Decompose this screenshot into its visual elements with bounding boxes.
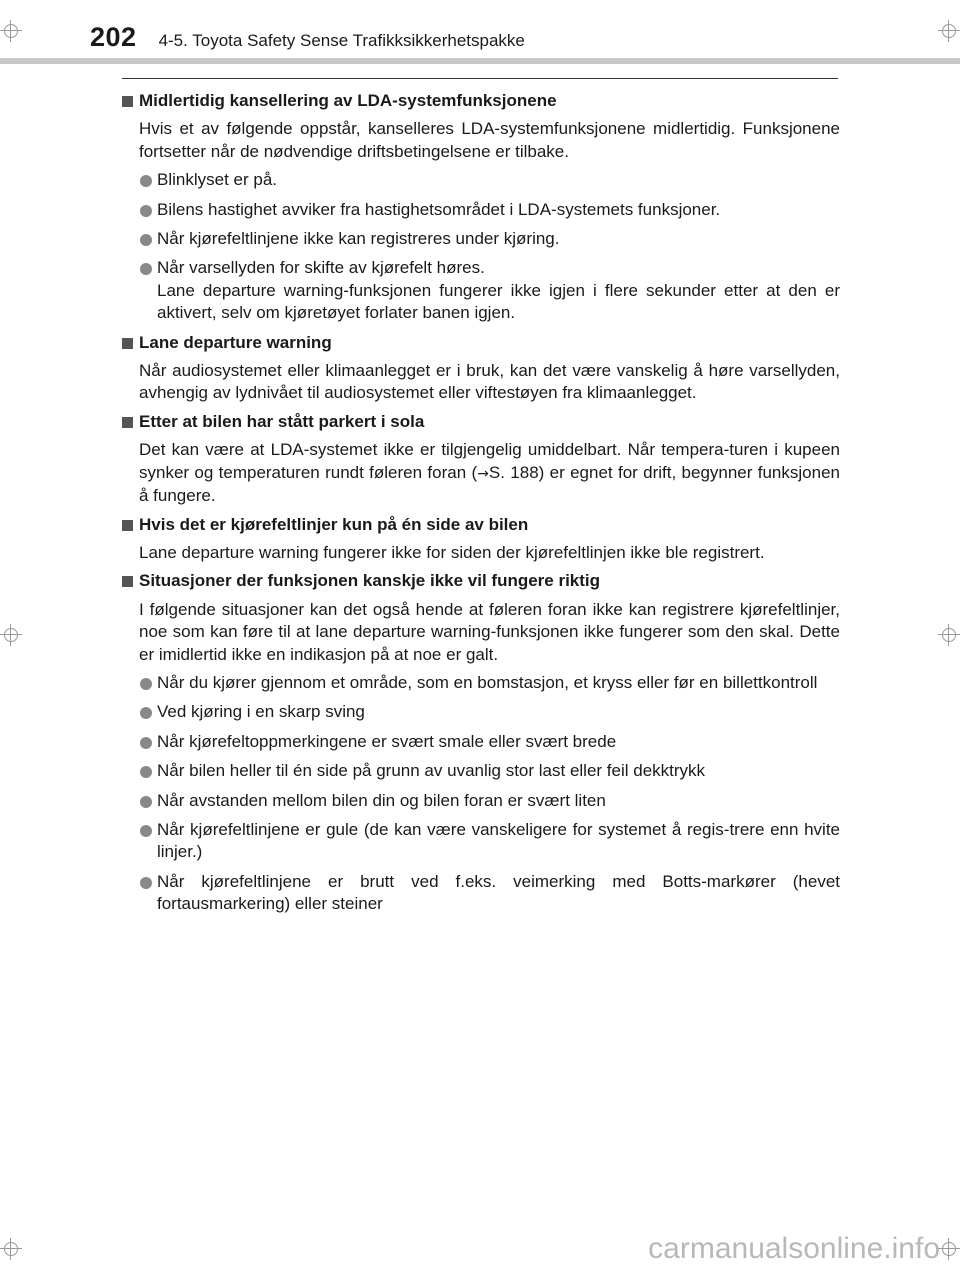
section-heading: Hvis det er kjørefeltlinjer kun på én side av bilen <box>120 514 840 536</box>
circle-bullet-icon <box>140 678 152 690</box>
section-paragraph: Hvis et av følgende oppstår, kanselleres LDA-systemfunksjonene midlertidig. Funksjonene fortsetter når de nødvendige driftsbetingelsene er tilbake. <box>139 119 840 161</box>
list-item: Ved kjøring i en skarp sving <box>120 701 840 723</box>
section-heading: Situasjoner der funksjonen kanskje ikke vil fungere riktig <box>120 570 840 592</box>
square-bullet-icon <box>122 520 133 531</box>
list-item: Når bilen heller til én side på grunn av uvanlig stor last eller feil dekktrykk <box>120 760 840 782</box>
section-lane-departure-warning <box>120 332 840 405</box>
circle-bullet-icon <box>140 796 152 808</box>
section-temporary-cancellation <box>120 90 840 325</box>
page-number: 202 <box>90 22 137 52</box>
section-heading: Etter at bilen har stått parkert i sola <box>120 411 840 433</box>
circle-bullet-icon <box>140 205 152 217</box>
square-bullet-icon <box>122 417 133 428</box>
list-item: Når kjørefeltlinjene ikke kan registreres under kjøring. <box>120 228 840 250</box>
list-item: Når varsellyden for skifte av kjørefelt høres. Lane departure warning-funksjonen fungerer ikke igjen i flere sekunder etter at den er aktivert, selv om kjøretøyet forlater banen igjen. <box>120 257 840 324</box>
list-item: Når kjørefeltoppmerkingene er svært smale eller svært brede <box>120 731 840 753</box>
square-bullet-icon <box>122 338 133 349</box>
list-item: Når du kjører gjennom et område, som en bomstasjon, et kryss eller før en billettkontroll <box>120 672 840 694</box>
section-paragraph: Lane departure warning fungerer ikke for siden der kjørefeltlinjen ikke ble registrert. <box>139 542 765 562</box>
square-bullet-icon <box>122 576 133 587</box>
section-paragraph: Når audiosystemet eller klimaanlegget er i bruk, kan det være vanskelig å høre varsellyden, avhengig av lydnivået til audiosystemet eller viftestøyen fra klimaanlegget. <box>139 361 840 403</box>
page-header <box>90 22 525 58</box>
section-paragraph: I følgende situasjoner kan det også hende at føleren foran ikke kan registrere kjørefeltlinjer, noe som kan føre til at lane departure warning-funksjonen ikke fungerer som den skal. Dette er imidlertid ikke en indikasjon på at noe er galt. <box>139 599 840 664</box>
circle-bullet-icon <box>140 175 152 187</box>
list-item: Når avstanden mellom bilen din og bilen foran er svært liten <box>120 790 840 812</box>
circle-bullet-icon <box>140 737 152 749</box>
section-one-side-lines <box>120 514 840 565</box>
section-parked-in-sun <box>120 411 840 508</box>
list-item: Når kjørefeltlinjene er brutt ved f.eks. veimerking med Botts-markører (hevet fortausmarkering) eller steiner <box>120 871 840 916</box>
header-bar <box>0 58 960 64</box>
top-rule <box>122 78 838 79</box>
arrow-right-icon: → <box>477 465 489 482</box>
list-item-note: Lane departure warning-funksjonen fungerer ikke igjen i flere sekunder etter at den er aktivert, selv om kjøretøyet forlater banen igjen. <box>157 280 840 323</box>
section-paragraph: Det kan være at LDA-systemet ikke er tilgjengelig umiddelbart. Når tempera-turen i kupeen synker og temperaturen rundt føleren foran (→S. 188) er egnet for drift, begynner funksjonen å fungere. <box>139 440 840 506</box>
page-reference-link[interactable]: S. 188 <box>488 462 539 482</box>
section-heading: Midlertidig kansellering av LDA-systemfunksjonene <box>120 90 840 112</box>
page-content <box>120 90 840 923</box>
circle-bullet-icon <box>140 766 152 778</box>
circle-bullet-icon <box>140 234 152 246</box>
square-bullet-icon <box>122 96 133 107</box>
watermark: carmanualsonline.info <box>648 1232 940 1265</box>
list-item: Bilens hastighet avviker fra hastighetsområdet i LDA-systemets funksjoner. <box>120 199 840 221</box>
circle-bullet-icon <box>140 825 152 837</box>
section-may-not-work <box>120 570 840 915</box>
list-item: Når kjørefeltlinjene er gule (de kan være vanskeligere for systemet å regis-trere enn hvite linjer.) <box>120 819 840 864</box>
circle-bullet-icon <box>140 707 152 719</box>
chapter-title: 4-5. Toyota Safety Sense Trafikksikkerhetspakke <box>158 31 525 50</box>
circle-bullet-icon <box>140 263 152 275</box>
list-item: Blinklyset er på. <box>120 169 840 191</box>
circle-bullet-icon <box>140 877 152 889</box>
section-heading: Lane departure warning <box>120 332 840 354</box>
